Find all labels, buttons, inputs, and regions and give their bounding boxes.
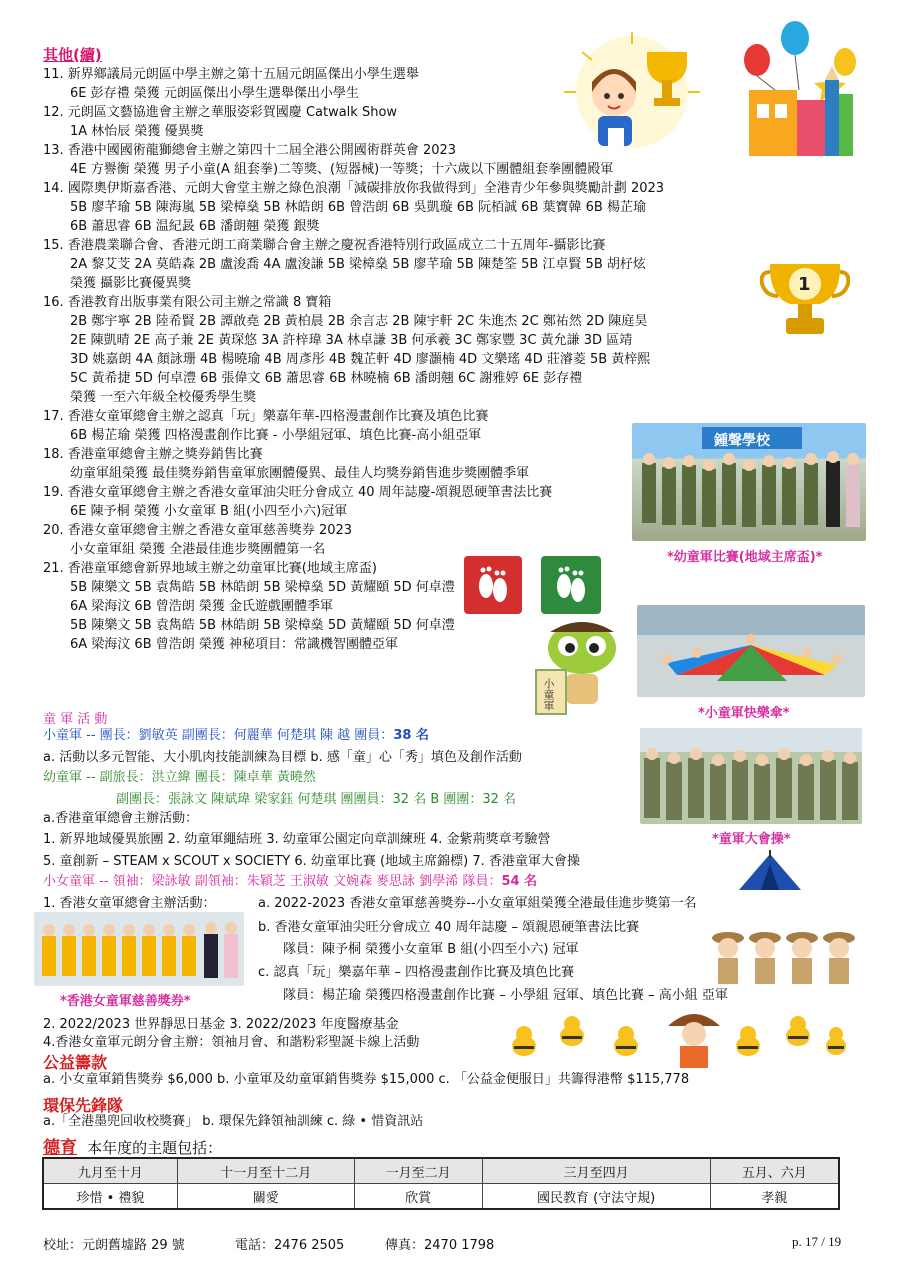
award-detail: 幼童軍組榮獲 最佳獎券銷售童軍旅團體優異、最佳人均獎券銷售進步獎團體季軍 [70,466,530,481]
award-detail: 6B 蕭思睿 6B 温紀晸 6B 潘朗翹 榮獲 銀獎 [70,219,320,234]
moral-heading [43,1133,222,1158]
girl-guide-heading: 1. 香港女童軍總會主辦活動： [43,896,216,911]
caption-scout-rally: *童軍大會操* [712,832,791,847]
section-title-charity: 公益籌款 [43,1053,108,1072]
school-sign-text: 鍾聲學校 [714,433,770,449]
award-detail: 6E 陳予桐 榮獲 小女童軍 B 組(小四至小六)冠軍 [70,504,348,519]
school-balloons-illustration [735,20,865,160]
gold-trophy-illustration [760,252,850,342]
moral-value-cell: 國民教育 (守法守規) [482,1184,710,1210]
scout-list-2: 5. 童創新 – STEAM x SCOUT x SOCIETY 6. 幼童軍比賽 (地域主席錦標) 7. 香港童軍大會操 [43,854,580,869]
cub-badge-text: 小童軍 [542,678,555,711]
award-detail: 2B 鄭宇寧 2B 陸希賢 2B 譚啟堯 2B 黃柏晨 2B 余言志 2B 陳宇軒 2C 朱進杰 2C 鄭祐然 2D 陳庭昊 [70,314,648,329]
award-title: 13. 香港中國國術龍獅總會主辦之第四十二屆全港公開國術群英會 2023 [43,143,457,158]
youtongjun-line-2: 副團長：張詠文 陳斌瑋 梁家鈺 何楚琪 團團員：32 名 B 團團：32 名 [116,792,517,807]
moral-value-cell: 關愛 [177,1184,354,1210]
award-detail: 1A 林怡辰 榮獲 優異獎 [70,124,204,139]
award-detail: 3D 姚嘉朗 4A 顏詠珊 4B 楊曉瑜 4B 周彥彤 4B 魏芷軒 4D 廖灝楠 4D 文樂瑤 4D 莊濬菱 5B 黃梓熙 [70,352,651,367]
moral-header-cell: 九月至十月 [43,1158,177,1184]
scout-kids-illustration [710,924,860,988]
funds-line: 2. 2022/2023 世界靜思日基金 3. 2022/2023 年度醫療基金 [43,1017,399,1032]
happy-parachute-photo [637,605,865,697]
moral-header-row [43,1158,839,1184]
footprint-badge-red [464,556,522,614]
award-detail: 5B 陳樂文 5B 袁雋皓 5B 林皓朗 5B 梁樟燊 5D 黃耀頤 5D 何卓澧 [70,580,455,595]
award-title: 19. 香港女童軍總會主辦之香港女童軍油尖旺分會成立 40 周年誌慶-頌親恩硬筆書法比賽 [43,485,553,500]
award-detail: 6A 梁海汶 6B 曾浩朗 榮獲 神秘項目：常識機智團體亞軍 [70,637,399,652]
award-title: 11. 新界鄉議局元朗區中學主辦之第十五屆元朗區傑出小學生選舉 [43,67,419,82]
girl-guide-item-b1: b. 香港女童軍油尖旺分會成立 40 周年誌慶 – 頌親恩硬筆書法比賽 [258,920,640,935]
cubs-competition-photo [632,423,866,541]
award-detail: 5B 陳樂文 5B 袁雋皓 5B 林皓朗 5B 梁樟燊 5D 黃耀頤 5D 何卓澧 [70,618,455,633]
award-detail: 4E 方譽衡 榮獲 男子小童(A 組套拳)二等獎、(短器械)一等獎；十六歲以下團體組套拳團體殿軍 [70,162,614,177]
girl-guide-item-c2: 隊員：楊芷瑜 榮獲四格漫畫創作比賽 – 小學組 冠軍、填色比賽 – 高小組 亞軍 [283,988,728,1003]
scout-activity-a: a. 活動以多元智能、大小肌肉技能訓練為目標 b. 感「童」心「秀」填色及創作活動 [43,750,522,765]
moral-header-cell: 三月至四月 [482,1158,710,1184]
award-title: 14. 國際奧伊斯嘉香港、元朗大會堂主辦之綠色浪潮「減碳排放你我做得到」全港青少年參與獎勵計劃 2023 [43,181,665,196]
award-detail: 榮獲 攝影比賽優異獎 [70,276,192,291]
yuanlang-activities-line: 4.香港女童軍元朗分會主辦：領袖月會、和諧粉彩聖誕卡線上活動 [43,1035,420,1050]
moral-header-cell: 一月至二月 [354,1158,482,1184]
footer-fax: 傳真：2470 1798 [385,1238,495,1253]
award-title: 15. 香港農業聯合會、香港元朗工商業聯合會主辦之慶祝香港特別行政區成立二十五周年-攝影比賽 [43,238,606,253]
girl-guide-item-b2: 隊員：陳予桐 榮獲小女童軍 B 組(小四至小六) 冠軍 [283,942,579,957]
award-title: 12. 元朗區文藝協進會主辦之華服姿彩賀國慶 Catwalk Show [43,105,398,120]
award-detail: 5C 黃希捷 5D 何卓澧 6B 張偉文 6B 蕭思睿 6B 林曉楠 6B 潘朗翹 6C 謝雅婷 6E 彭存禮 [70,371,583,386]
girl-guide-charity-photo [34,912,244,986]
award-detail: 6B 楊芷瑜 榮獲 四格漫畫創作比賽 - 小學組冠軍、填色比賽-高小組亞軍 [70,428,482,443]
footer-phone: 電話：2476 2505 [235,1238,345,1253]
section-title-eco: 環保先鋒隊 [43,1096,124,1115]
award-detail: 5B 廖芊瑜 5B 陳海嵐 5B 梁樟燊 5B 林皓朗 6B 曾浩朗 6B 吳凱璇 6B 阮栢誠 6B 葉寶韓 6B 楊芷瑜 [70,200,646,215]
award-title: 17. 香港女童軍總會主辦之認真「玩」樂嘉年華-四格漫畫創作比賽及填色比賽 [43,409,489,424]
award-detail: 2A 黎艾芠 2A 莫皓森 2B 盧浚喬 4A 盧浚謙 5B 梁樟燊 5B 廖芊瑜 5B 陳楚筌 5B 江卓賢 5B 胡杍炫 [70,257,646,272]
xiaotongjun-count: 38 名 [393,728,429,743]
bee-girl-illustration [508,1006,848,1068]
award-title: 16. 香港教育出版事業有限公司主辦之常識 8 寶箱 [43,295,332,310]
moral-title: 德育 [43,1138,77,1158]
award-detail: 榮獲 一至六年級全校優秀學生獎 [70,390,257,405]
xiaotongjun-line [43,726,429,745]
moral-value-cell: 珍惜 • 禮貌 [43,1184,177,1210]
moral-header-cell: 十一月至十二月 [177,1158,354,1184]
award-title: 20. 香港女童軍總會主辦之香港女童軍慈善獎券 2023 [43,523,353,538]
scout-list-1: 1. 新界地域優異旅團 2. 幼童軍繩結班 3. 幼童軍公園定向章訓練班 4. 金紫荊獎章考驗營 [43,832,551,847]
girl-guide-item-c1: c. 認真「玩」樂嘉年華 – 四格漫畫創作比賽及填色比賽 [258,965,575,980]
xiaotongjun-leaders: 小童軍 -- 團長：劉敏英 副團長：何麗華 何楚琪 陳 越 團員： [43,728,394,743]
award-detail: 小女童軍組 榮獲 全港最佳進步獎團體第一名 [70,542,326,557]
youtongjun-line-1: 幼童軍 -- 副旅長：洪立緯 團長：陳卓華 黃曉然 [43,770,316,785]
moral-value-cell: 欣賞 [354,1184,482,1210]
brownie-line [43,872,537,891]
brownie-count: 54 名 [501,874,538,889]
trophy-number: 1 [798,274,811,295]
footer-page-number: p. 17 / 19 [792,1234,842,1249]
eco-text: a.「全港墨兜回收校獎賽」 b. 環保先鋒領袖訓練 c. 綠 • 惜資訊站 [43,1114,424,1129]
moral-value-row [43,1184,839,1210]
brownie-leaders: 小女童軍 -- 領袖：梁詠敏 副領袖：朱穎芝 王淑敏 文婉森 麥思詠 劉學浠 隊員： [43,874,502,889]
charity-text: a. 小女童軍銷售獎券 $6,000 b. 小童軍及幼童軍銷售獎券 $15,000 c. 「公益金便服日」共籌得港幣 $115,778 [43,1072,690,1087]
scout-heading: a.香港童軍總會主辦活動： [43,811,199,826]
tent-icon [735,850,805,892]
footprint-badge-green [541,556,601,614]
caption-happy-parachute: *小童軍快樂傘* [698,706,790,721]
award-detail: 6A 梁海汶 6B 曾浩朗 榮獲 金氏遊戲團體季軍 [70,599,334,614]
award-detail: 6E 彭存禮 榮獲 元朗區傑出小學生選舉傑出小學生 [70,86,359,101]
award-title: 18. 香港童軍總會主辦之獎券銷售比賽 [43,447,263,462]
girl-guide-item-a: a. 2022-2023 香港女童軍慈善獎券--小女童軍組榮獲全港最佳進步獎第一名 [258,896,697,911]
moral-value-cell: 孝親 [710,1184,839,1210]
cub-mascot-illustration [532,618,630,718]
caption-cubs-competition: *幼童軍比賽(地域主席盃)* [667,550,823,565]
moral-themes-table [42,1157,840,1210]
section-title-scouts: 童 軍 活 動 [43,712,108,727]
moral-header-cell: 五月、六月 [710,1158,839,1184]
moral-subtitle: 本年度的主題包括： [87,1139,223,1157]
footer-address: 校址：元朗舊墟路 29 號 [43,1238,185,1253]
award-title: 21. 香港童軍總會新界地域主辦之幼童軍比賽(地域主席盃) [43,561,377,576]
scout-rally-photo [640,728,862,824]
section-title-others: 其他(續) [43,46,102,64]
caption-girl-guide-charity: *香港女童軍慈善獎券* [60,994,191,1009]
award-detail: 2E 陳凱晴 2E 高子兼 2E 黃琛悠 3A 許梓瑋 3A 林卓謙 3B 何承羲 3C 鄭家豐 3C 黃允謙 3D 區靖 [70,333,633,348]
